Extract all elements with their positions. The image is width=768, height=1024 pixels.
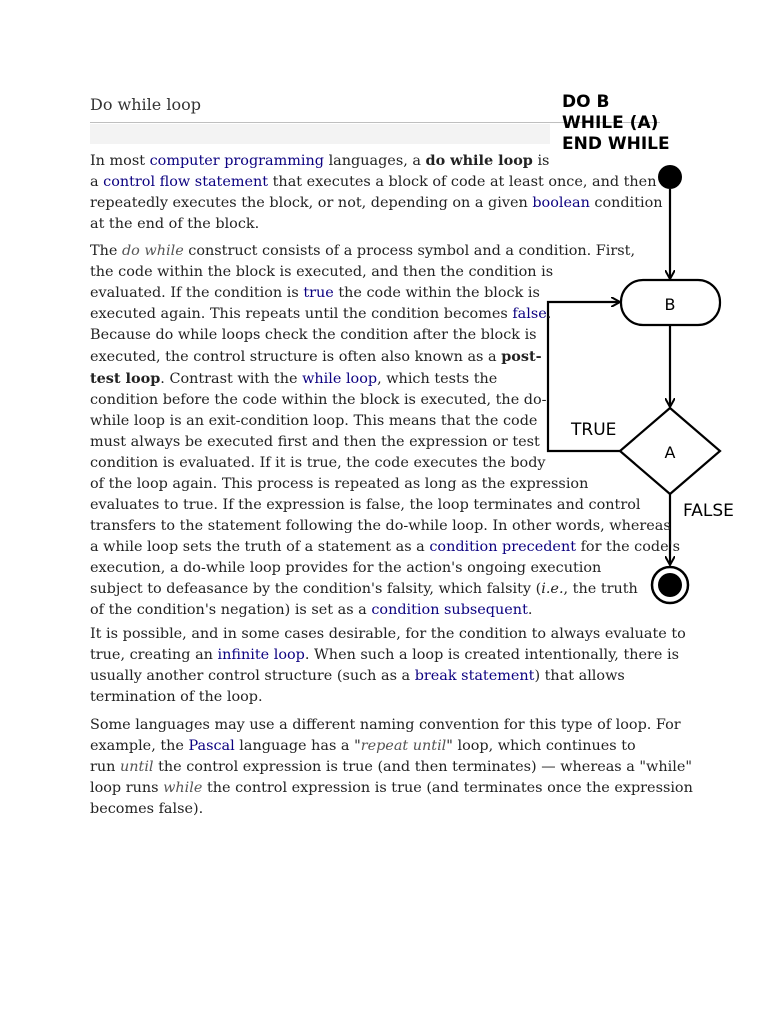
- p2-text: subject to defeasance by the condition's falsity, which falsity (: [90, 581, 542, 597]
- p1-line-2: [90, 172, 663, 193]
- p1-line-1: [90, 150, 663, 172]
- link-condition-precedent[interactable]: condition precedent: [429, 539, 577, 555]
- p2-text: evaluated. If the condition is: [90, 285, 304, 301]
- p2-italic-term: i.e.: [541, 581, 564, 597]
- link-break-statement[interactable]: break statement: [414, 668, 535, 684]
- p2-line-3: [90, 283, 680, 304]
- pseudocode-block: [562, 92, 670, 155]
- p1-text: is: [532, 153, 550, 169]
- p1-text: condition: [589, 195, 663, 211]
- false-branch-label: FALSE: [683, 501, 734, 521]
- p2-line-14: transfers to the statement following the do-while loop. In other words, whereas: [90, 518, 671, 534]
- p2-text: .: [546, 306, 552, 322]
- p4-italic-term: while: [163, 780, 203, 796]
- p4-line-5: becomes false).: [90, 801, 204, 817]
- page-title: Do while loop: [90, 95, 201, 114]
- pseudocode-line-3: END WHILE: [562, 134, 670, 154]
- p1-text: that executes a block of code at least once, and then: [268, 174, 657, 190]
- link-infinite-loop[interactable]: infinite loop: [217, 647, 305, 663]
- link-boolean[interactable]: boolean: [532, 195, 590, 211]
- paragraph-construct: [90, 241, 680, 621]
- p2-line-12: of the loop again. This process is repeated as long as the expression: [90, 476, 589, 492]
- p1-text: In most: [90, 153, 150, 169]
- p3-line-3: [90, 666, 686, 687]
- true-branch-label: TRUE: [571, 420, 617, 440]
- p2-line-11: condition is evaluated. If it is true, the code executes the body: [90, 455, 546, 471]
- process-node-b-label: B: [664, 295, 676, 314]
- p4-text: the control expression is true (and then terminates) — whereas a "while": [153, 759, 692, 775]
- p2-text: the code within the block is: [333, 285, 540, 301]
- p1-line-3: [90, 193, 663, 214]
- p2-text: , which tests the: [377, 371, 498, 387]
- decision-node-a-label: A: [664, 443, 676, 462]
- p1-text: languages, a: [324, 153, 426, 169]
- p2-line-16: execution, a do-while loop provides for the action's ongoing execution: [90, 560, 602, 576]
- p4-text: the control expression is true (and terminates once the expression: [202, 780, 693, 796]
- p2-line-18: [90, 600, 680, 621]
- p2-text: construct consists of a process symbol and a condition. First,: [183, 243, 636, 259]
- p3-text: usually another control structure (such as a: [90, 668, 415, 684]
- p2-line-8: condition before the code within the block is executed, the do-: [90, 392, 547, 408]
- p4-text: example, the: [90, 738, 189, 754]
- paragraph-intro: [90, 150, 663, 235]
- p2-text: for the code's: [576, 539, 680, 555]
- p2-line-15: [90, 537, 680, 558]
- p2-text: . Contrast with the: [160, 371, 303, 387]
- p2-line-6: [90, 346, 680, 368]
- p2-text: .: [527, 602, 533, 618]
- link-true[interactable]: true: [303, 285, 334, 301]
- p2-italic-term: do while: [121, 243, 184, 259]
- p3-line-4: termination of the loop.: [90, 689, 263, 705]
- p3-text: . When such a loop is created intentionally, there is: [304, 647, 679, 663]
- p3-line-2: [90, 645, 686, 666]
- p1-text: a: [90, 174, 104, 190]
- pseudocode-line-2: WHILE (A): [562, 113, 659, 133]
- p3-line-1: It is possible, and in some cases desirable, for the condition to always evaluate to: [90, 626, 686, 642]
- p3-text: true, creating an: [90, 647, 218, 663]
- p2-text: executed again. This repeats until the condition becomes: [90, 306, 513, 322]
- p1-text: repeatedly executes the block, or not, depending on a given: [90, 195, 533, 211]
- title-shade-band: [90, 124, 550, 144]
- p4-line-3: [90, 757, 693, 778]
- paragraph-naming-convention: [90, 715, 693, 820]
- p2-line-5: Because do while loops check the condition after the block is: [90, 327, 537, 343]
- link-pascal[interactable]: Pascal: [188, 738, 235, 754]
- p2-line-2: the code within the block is executed, and then the condition is: [90, 264, 554, 280]
- link-false[interactable]: false: [512, 306, 547, 322]
- p4-text: loop runs: [90, 780, 164, 796]
- p2-line-10: must always be executed first and then the expression or test: [90, 434, 540, 450]
- link-while-loop[interactable]: while loop: [302, 371, 378, 387]
- link-computer-programming[interactable]: computer programming: [149, 153, 324, 169]
- p2-bold-term: test loop: [90, 370, 161, 387]
- p4-line-4: [90, 778, 693, 799]
- p2-line-7: [90, 368, 680, 390]
- p2-text: , the truth: [563, 581, 638, 597]
- p2-line-1: [90, 241, 680, 262]
- p2-line-9: while loop is an exit-condition loop. This means that the code: [90, 413, 538, 429]
- p2-text: The: [90, 243, 122, 259]
- p1-bold-term: do while loop: [425, 152, 533, 169]
- p4-italic-term: repeat until: [360, 738, 447, 754]
- p4-text: language has a ": [234, 738, 361, 754]
- p3-text: ) that allows: [534, 668, 625, 684]
- p4-text: run: [90, 759, 120, 775]
- p4-text: " loop, which continues to: [446, 738, 636, 754]
- p2-text: of the condition's negation) is set as a: [90, 602, 372, 618]
- p4-italic-term: until: [120, 759, 154, 775]
- pseudocode-line-1: DO B: [562, 92, 610, 112]
- p2-line-13: evaluates to true. If the expression is false, the loop terminates and control: [90, 497, 641, 513]
- paragraph-infinite-loop: [90, 624, 686, 708]
- p2-text: a while loop sets the truth of a statement as a: [90, 539, 430, 555]
- p2-line-4: [90, 304, 680, 325]
- p2-bold-term: post-: [501, 348, 542, 365]
- p2-text: executed, the control structure is often also known as a: [90, 349, 502, 365]
- link-control-flow-statement[interactable]: control flow statement: [103, 174, 269, 190]
- p1-line-4: at the end of the block.: [90, 216, 260, 232]
- p4-line-2: [90, 736, 693, 757]
- p4-line-1: Some languages may use a different naming convention for this type of loop. For: [90, 717, 681, 733]
- link-condition-subsequent[interactable]: condition subsequent: [371, 602, 528, 618]
- p2-line-17: [90, 579, 680, 600]
